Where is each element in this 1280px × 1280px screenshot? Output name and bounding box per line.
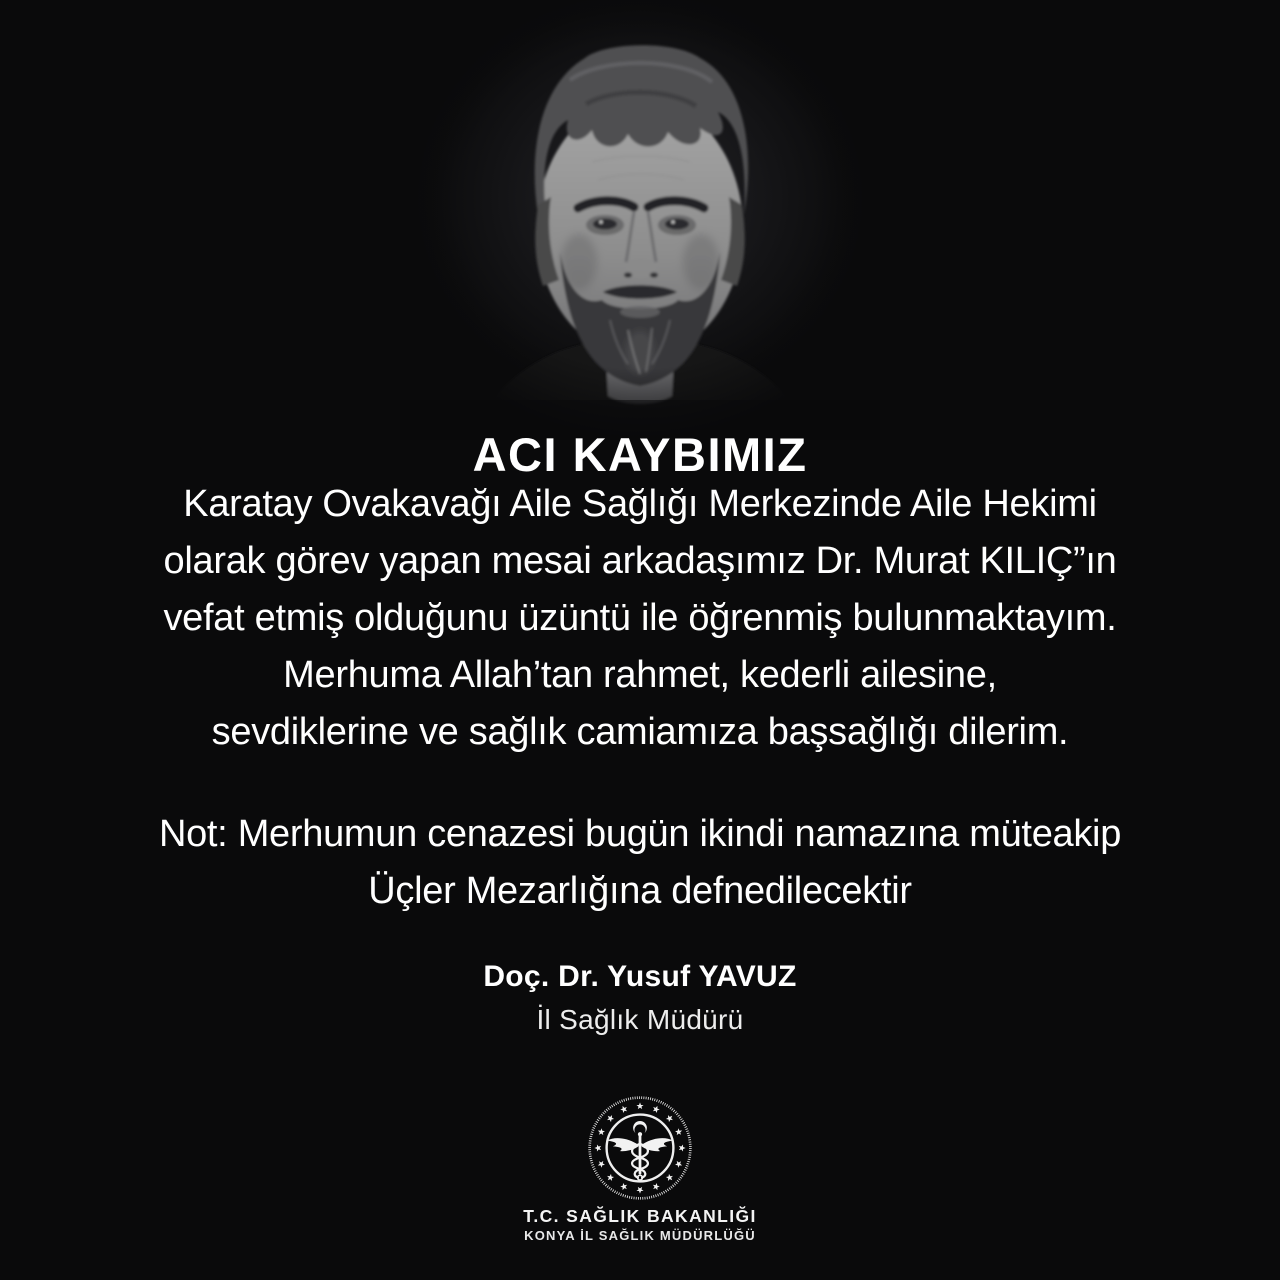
condolence-message	[0, 476, 1280, 761]
note-line: Üçler Mezarlığına defnedilecektir	[368, 870, 912, 912]
message-line: vefat etmiş olduğunu üzüntü ile öğrenmiş bulunmaktayım.	[163, 597, 1117, 639]
signature-role: İl Sağlık Müdürü	[536, 1004, 744, 1035]
footer-org-name: T.C. SAĞLIK BAKANLIĞI	[523, 1206, 757, 1226]
message-line: sevdiklerine ve sağlık camiamıza başsağlığı dilerim.	[211, 711, 1069, 753]
footer-org-subname: KONYA İL SAĞLIK MÜDÜRLÜĞÜ	[524, 1228, 756, 1243]
page-title: ACI KAYBIMIZ	[472, 428, 808, 482]
message-line: olarak görev yapan mesai arkadaşımız Dr. Murat KILIÇ”ın	[163, 540, 1117, 582]
portrait-image	[400, 0, 880, 440]
message-line: Karatay Ovakavağı Aile Sağlığı Merkezinde Aile Hekimi	[183, 483, 1097, 525]
deceased-portrait-photo	[400, 0, 880, 440]
signature-name: Doç. Dr. Yusuf YAVUZ	[483, 960, 797, 993]
funeral-note	[0, 806, 1280, 920]
ministry-of-health-emblem-icon	[587, 1095, 693, 1201]
message-line: Merhuma Allah’tan rahmet, kederli ailesine,	[283, 654, 997, 696]
note-line: Not: Merhumun cenazesi bugün ikindi namazına müteakip	[158, 813, 1122, 855]
